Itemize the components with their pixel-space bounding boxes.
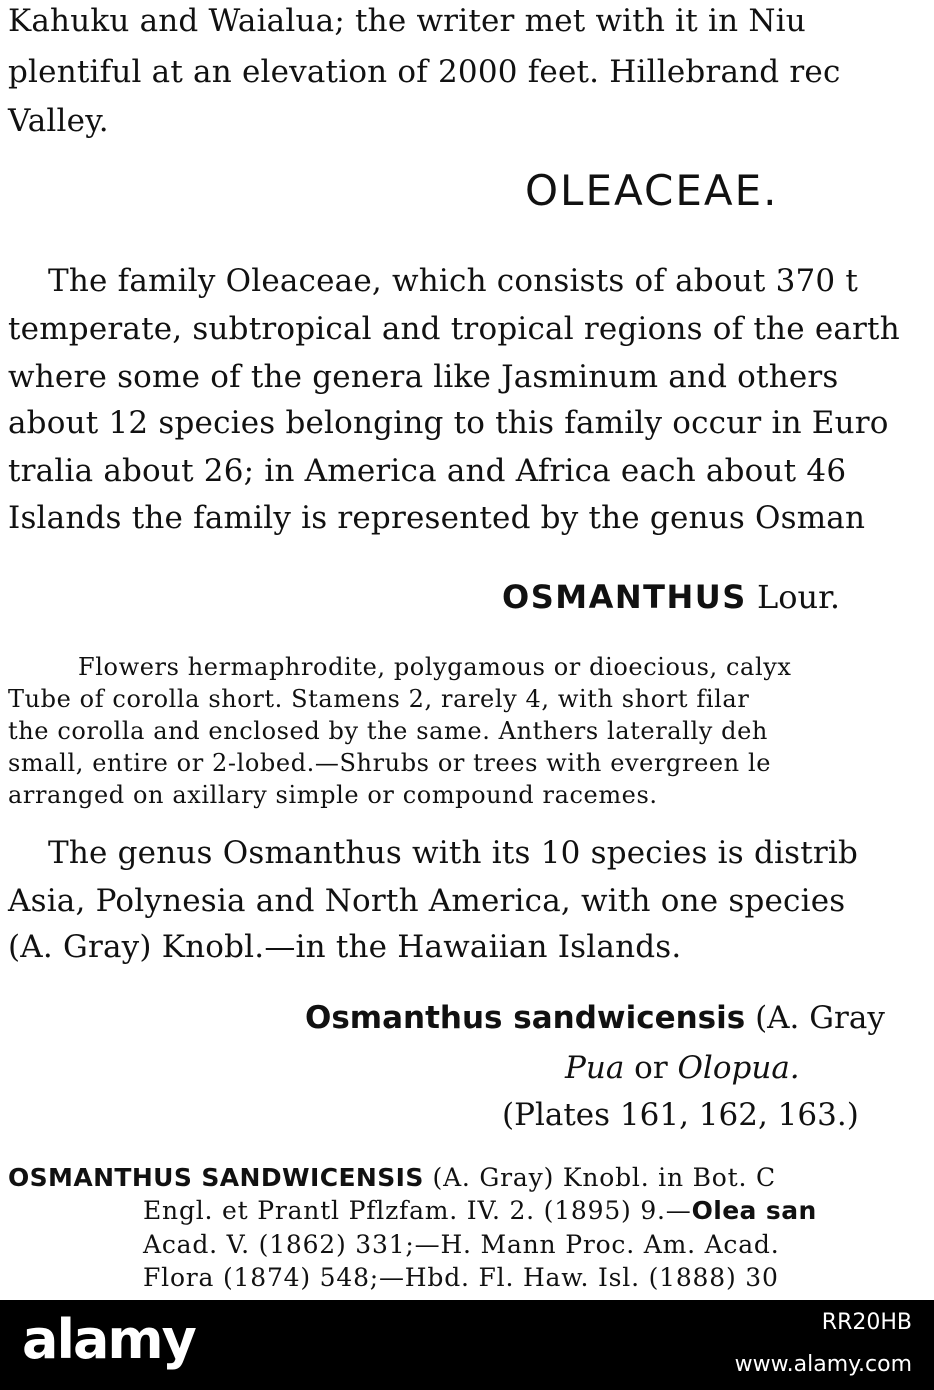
- image-id: RR20HB: [821, 1310, 912, 1335]
- reference-text: Engl. et Prantl Pflzfam. IV. 2. (1895) 9.—: [143, 1196, 692, 1225]
- text-line: about 12 species belonging to this family occur in Euro: [8, 405, 889, 441]
- genus-heading: [502, 578, 840, 616]
- common-name: Olopua.: [677, 1050, 800, 1086]
- site-url: www.alamy.com: [734, 1352, 912, 1377]
- text-line: where some of the genera like Jasminum and others: [8, 359, 839, 395]
- species-name: Osmanthus sandwicensis: [305, 1000, 746, 1036]
- common-name: Pua: [565, 1050, 625, 1086]
- species-heading: [305, 1000, 885, 1036]
- text-line: plentiful at an elevation of 2000 feet. Hillebrand rec: [8, 54, 841, 90]
- text-line: The family Oleaceae, which consists of about 370 t: [48, 263, 859, 299]
- text-line: temperate, subtropical and tropical regions of the earth: [8, 311, 900, 347]
- text-line: Asia, Polynesia and North America, with one species: [8, 883, 846, 919]
- reference-synonym: Olea san: [691, 1196, 817, 1225]
- text-line: Kahuku and Waialua; the writer met with it in Niu: [8, 3, 806, 39]
- text-line: Valley.: [8, 103, 109, 139]
- text-line: arranged on axillary simple or compound racemes.: [8, 781, 658, 809]
- reference-species: OSMANTHUS SANDWICENSIS: [8, 1163, 424, 1192]
- text-line: (A. Gray) Knobl.—in the Hawaiian Islands.: [8, 929, 682, 965]
- reference-line: Flora (1874) 548;—Hbd. Fl. Haw. Isl. (1888) 30: [143, 1263, 779, 1292]
- reference-text: (A. Gray) Knobl. in Bot. C: [423, 1163, 776, 1192]
- text-line: Islands the family is represented by the genus Osman: [8, 500, 866, 536]
- alamy-logo: alamy: [22, 1308, 195, 1371]
- common-names: [565, 1050, 800, 1086]
- text-line: Tube of corolla short. Stamens 2, rarely 4, with short filar: [8, 685, 750, 713]
- family-title: OLEACEAE.: [525, 166, 779, 215]
- reference-line: [8, 1165, 776, 1190]
- genus-name: OSMANTHUS: [502, 578, 747, 616]
- reference-line: [143, 1198, 817, 1223]
- text-line: The genus Osmanthus with its 10 species is distrib: [48, 835, 859, 871]
- text-line: tralia about 26; in America and Africa each about 46: [8, 453, 847, 489]
- species-author: (A. Gray: [755, 1000, 885, 1036]
- text-line: small, entire or 2-lobed.—Shrubs or trees with evergreen le: [8, 749, 772, 777]
- genus-author: Lour.: [756, 578, 841, 616]
- plates-reference: (Plates 161, 162, 163.): [502, 1097, 859, 1133]
- watermark-footer: [0, 1300, 934, 1390]
- common-name-separator: or: [634, 1050, 668, 1086]
- reference-line: Acad. V. (1862) 331;—H. Mann Proc. Am. Acad.: [143, 1230, 780, 1259]
- text-line: the corolla and enclosed by the same. Anthers laterally deh: [8, 717, 768, 745]
- text-line: Flowers hermaphrodite, polygamous or dioecious, calyx: [78, 653, 792, 681]
